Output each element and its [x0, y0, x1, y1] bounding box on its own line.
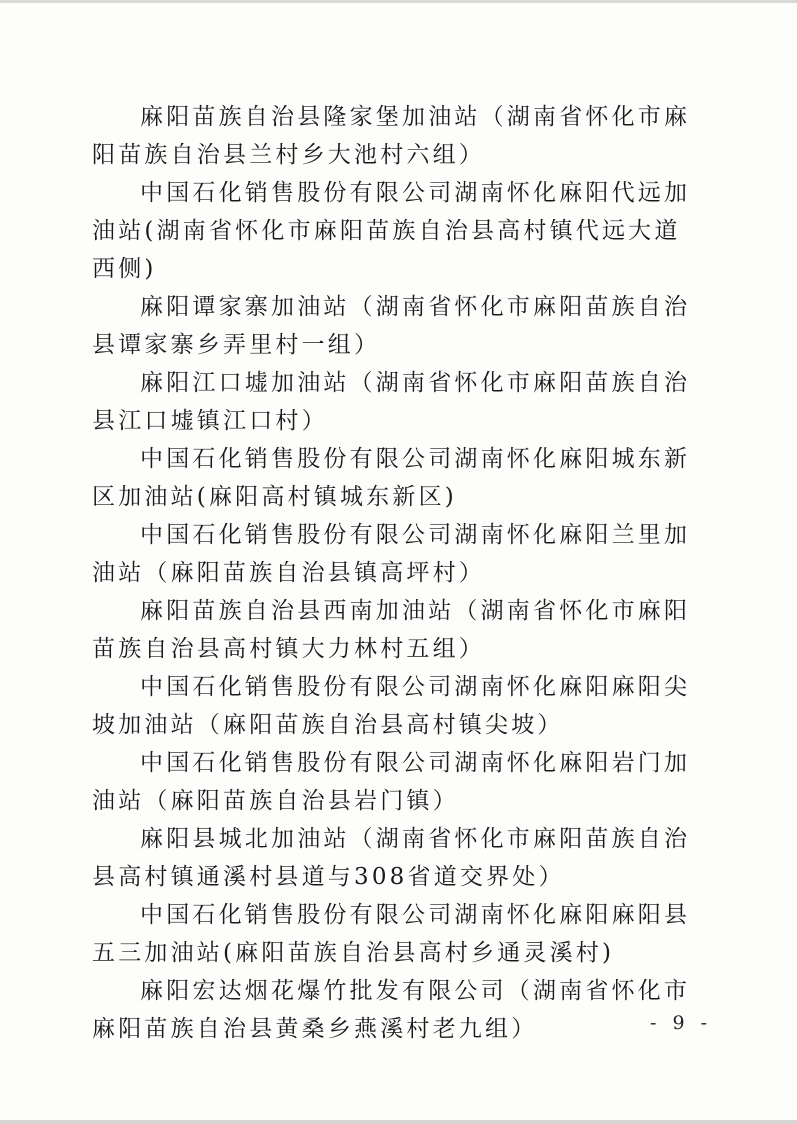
list-item: 麻阳苗族自治县西南加油站（湖南省怀化市麻阳苗族自治县高村镇大力林村五组）: [92, 598, 691, 662]
list-item: 麻阳宏达烟花爆竹批发有限公司（湖南省怀化市麻阳苗族自治县黄桑乡燕溪村老九组）: [92, 978, 691, 1042]
list-item: 中国石化销售股份有限公司湖南怀化麻阳兰里加油站（麻阳苗族自治县镇高坪村）: [92, 522, 691, 586]
list-item: 中国石化销售股份有限公司湖南怀化麻阳岩门加油站（麻阳苗族自治县岩门镇）: [92, 750, 691, 814]
list-item: 麻阳苗族自治县隆家堡加油站（湖南省怀化市麻阳苗族自治县兰村乡大池村六组）: [92, 104, 691, 168]
list-item: 中国石化销售股份有限公司湖南怀化麻阳麻阳尖坡加油站（麻阳苗族自治县高村镇尖坡）: [92, 674, 691, 738]
list-item: 麻阳县城北加油站（湖南省怀化市麻阳苗族自治县高村镇通溪村县道与308省道交界处）: [92, 826, 691, 890]
page-number: - 9 -: [650, 1012, 713, 1034]
entry-list: [92, 98, 704, 1048]
list-item: 中国石化销售股份有限公司湖南怀化麻阳麻阳县五三加油站(麻阳苗族自治县高村乡通灵溪村): [92, 902, 691, 966]
scan-bottom-edge: [0, 1120, 797, 1124]
list-item: 中国石化销售股份有限公司湖南怀化麻阳代远加油站(湖南省怀化市麻阳苗族自治县高村镇代远大道西侧): [92, 180, 691, 282]
list-item: 麻阳谭家寨加油站（湖南省怀化市麻阳苗族自治县谭家寨乡弄里村一组）: [92, 294, 691, 358]
scan-top-edge: [0, 0, 797, 3]
list-item: 麻阳江口墟加油站（湖南省怀化市麻阳苗族自治县江口墟镇江口村）: [92, 370, 691, 434]
list-item: 中国石化销售股份有限公司湖南怀化麻阳城东新区加油站(麻阳高村镇城东新区): [92, 446, 691, 510]
